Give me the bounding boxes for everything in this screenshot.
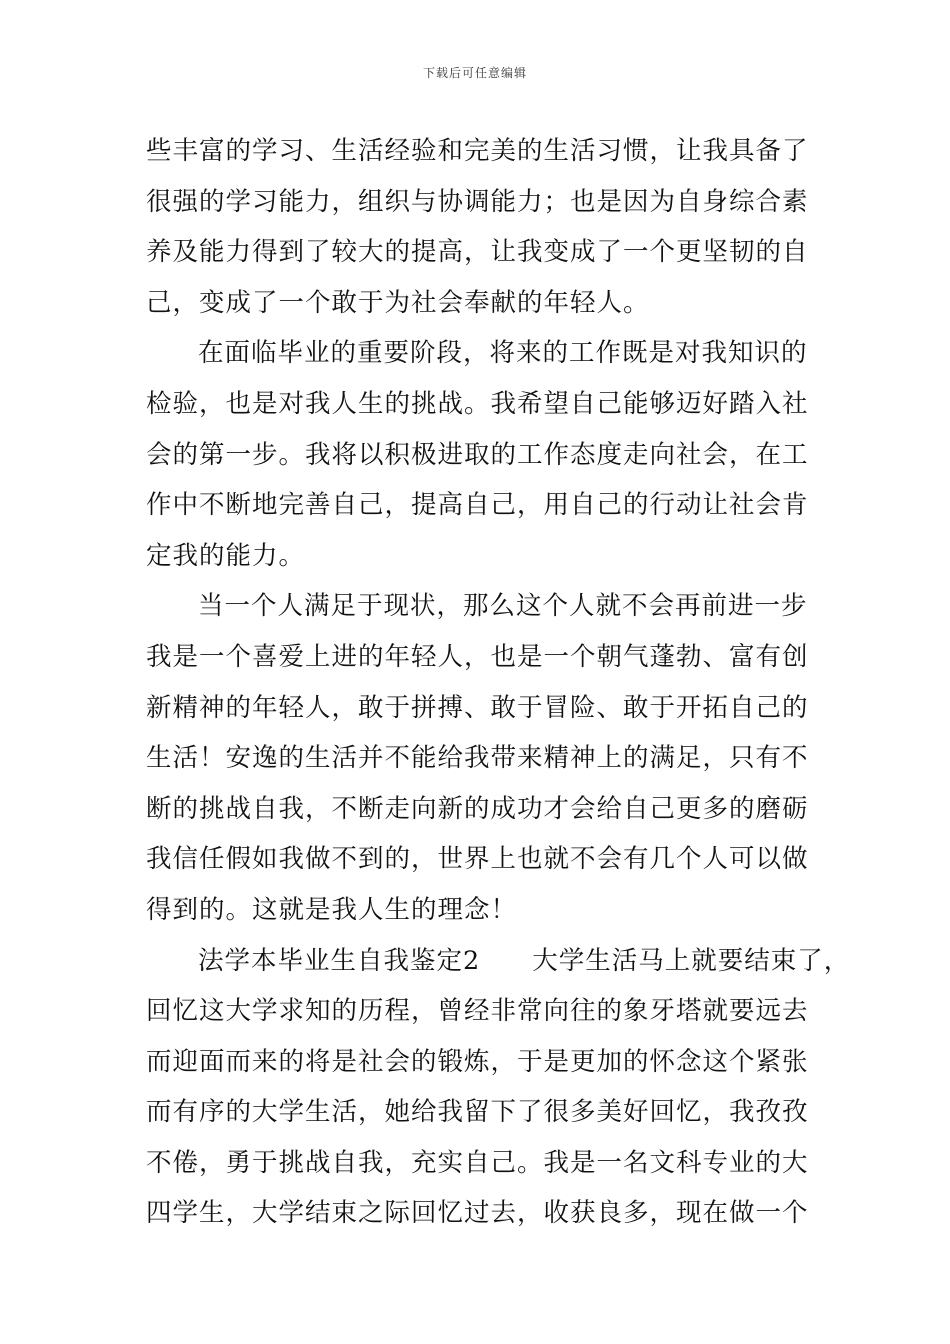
text-line: 我信任假如我做不到的，世界上也就不会有几个人可以做 xyxy=(146,844,809,875)
text-line: 很强的学习能力，组织与协调能力；也是因为自身综合素 xyxy=(146,186,809,217)
text-line: 不倦，勇于挑战自我，充实自己。我是一名文科专业的大 xyxy=(146,1147,809,1178)
text-line: 我是一个喜爱上进的年轻人，也是一个朝气蓬勃、富有创 xyxy=(146,641,809,672)
text-line: 在面临毕业的重要阶段，将来的工作既是对我知识的 xyxy=(198,338,808,369)
text-line: 当一个人满足于现状，那么这个人就不会再前进一步 xyxy=(198,591,808,622)
section-title-line xyxy=(146,936,851,987)
text-line: 定我的能力。 xyxy=(146,540,306,571)
text-line: 大学生活马上就要结束了， xyxy=(532,945,851,976)
text-line: 四学生，大学结束之际回忆过去，收获良多，现在做一个 xyxy=(146,1198,809,1229)
text-line: 断的挑战自我，不断走向新的成功才会给自己更多的磨砺 xyxy=(146,793,809,824)
text-line: 而迎面而来的将是社会的锻炼，于是更加的怀念这个紧张 xyxy=(146,1046,809,1077)
text-line: 得到的。这就是我人生的理念！ xyxy=(146,894,518,925)
text-line: 生活！安逸的生活并不能给我带来精神上的满足，只有不 xyxy=(146,743,809,774)
text-line: 些丰富的学习、生活经验和完美的生活习惯，让我具备了 xyxy=(146,136,809,166)
text-line: 养及能力得到了较大的提高，让我变成了一个更坚韧的自 xyxy=(146,237,809,268)
text-line: 新精神的年轻人，敢于拼搏、敢于冒险、敢于开拓自己的 xyxy=(146,692,809,723)
document-body xyxy=(146,126,851,1239)
section-title: 法学本毕业生自我鉴定2 xyxy=(198,945,481,976)
text-line: 己，变成了一个敢于为社会奉献的年轻人。 xyxy=(146,287,650,318)
text-line: 而有序的大学生活，她给我留下了很多美好回忆，我孜孜 xyxy=(146,1097,809,1128)
text-line: 作中不断地完善自己，提高自己，用自己的行动让社会肯 xyxy=(146,490,809,521)
text-line: 回忆这大学求知的历程，曾经非常向往的象牙塔就要远去 xyxy=(146,996,809,1027)
text-line: 检验，也是对我人生的挑战。我希望自己能够迈好踏入社 xyxy=(146,388,809,419)
page-header: 下载后可任意编辑 xyxy=(422,66,527,80)
text-line: 会的第一步。我将以积极进取的工作态度走向社会，在工 xyxy=(146,439,809,470)
